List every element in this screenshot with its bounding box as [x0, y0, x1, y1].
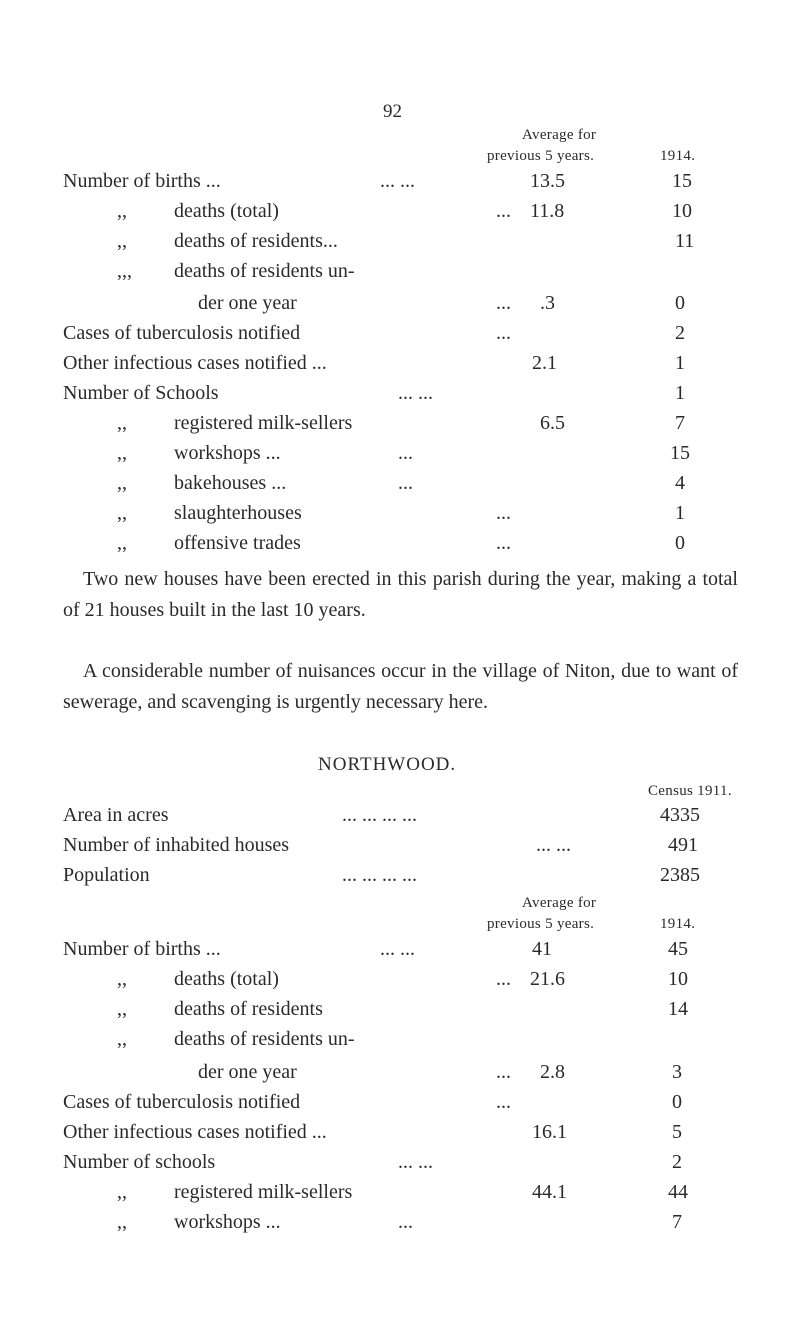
- row-ditto: ,,,: [117, 260, 132, 282]
- row-1914: 2: [672, 1151, 682, 1173]
- row-value: 491: [668, 834, 698, 856]
- row-ditto: ,,: [117, 532, 127, 554]
- northwood-header-year: 1914.: [660, 916, 696, 932]
- row-dots: ...: [398, 1211, 413, 1233]
- table-row: [0, 352, 800, 382]
- row-1914: 1: [675, 502, 685, 524]
- row-1914: 44: [668, 1181, 688, 1203]
- row-label: deaths (total): [174, 200, 279, 222]
- row-dots: ...: [496, 532, 511, 554]
- table-row: [0, 260, 800, 290]
- row-label: der one year: [198, 1061, 297, 1083]
- row-label: Area in acres: [63, 804, 169, 826]
- row-label: deaths of residents: [174, 998, 323, 1020]
- row-1914: 1: [675, 352, 685, 374]
- table-row: [0, 998, 800, 1028]
- row-1914: 0: [672, 1091, 682, 1113]
- row-avg: 16.1: [532, 1121, 567, 1143]
- row-avg: 13.5: [530, 170, 565, 192]
- table-row: [0, 804, 800, 834]
- table-row: [0, 1028, 800, 1058]
- row-dots: ... ...: [380, 170, 415, 192]
- row-1914: 14: [668, 998, 688, 1020]
- row-ditto: ,,: [117, 502, 127, 524]
- niton-header-average: Average for: [522, 127, 597, 143]
- row-label: deaths of residents...: [174, 230, 338, 252]
- table-row: [0, 1151, 800, 1181]
- table-row: [0, 1091, 800, 1121]
- northwood-header-previous: previous 5 years.: [487, 916, 595, 932]
- row-label: slaughterhouses: [174, 502, 302, 524]
- row-label: Number of inhabited houses: [63, 834, 290, 856]
- paragraph: A considerable number of nuisances occur in the village of Niton, due to want of sewerage, and scavenging is urgently necessary here.: [63, 660, 738, 713]
- row-ditto: ,,: [117, 998, 127, 1020]
- row-dots: ... ...: [398, 1151, 433, 1173]
- row-label: offensive trades: [174, 532, 301, 554]
- row-label: deaths of residents un-: [174, 260, 355, 282]
- row-ditto: ,,: [117, 1211, 127, 1233]
- row-ditto: ,,: [117, 1181, 127, 1203]
- row-ditto: ,,: [117, 230, 127, 252]
- row-label: Number of births ...: [63, 938, 221, 960]
- row-label: workshops ...: [174, 442, 281, 464]
- row-1914: 45: [668, 938, 688, 960]
- table-row: [0, 1061, 800, 1091]
- row-avg: 2.1: [532, 352, 557, 374]
- row-label: registered milk-sellers: [174, 1181, 353, 1203]
- row-label: Other infectious cases notified ...: [63, 1121, 327, 1143]
- row-dots: ...: [398, 442, 413, 464]
- row-avg: 41: [532, 938, 552, 960]
- row-dots: ... ... ... ...: [342, 864, 417, 886]
- row-1914: 15: [670, 442, 690, 464]
- row-1914: 7: [672, 1211, 682, 1233]
- northwood-header-average: Average for: [522, 895, 597, 911]
- table-row: [0, 200, 800, 230]
- row-1914: 0: [675, 292, 685, 314]
- row-ditto: ,,: [117, 412, 127, 434]
- table-row: [0, 1121, 800, 1151]
- table-row: [0, 938, 800, 968]
- row-ditto: ,,: [117, 1028, 127, 1050]
- table-row: [0, 864, 800, 894]
- row-dots: ... ... ... ...: [342, 804, 417, 826]
- row-ditto: ,,: [117, 472, 127, 494]
- row-1914: 4: [675, 472, 685, 494]
- row-label: Cases of tuberculosis notified: [63, 1091, 301, 1113]
- niton-header-year: 1914.: [660, 148, 696, 164]
- row-dots: ... ...: [380, 938, 415, 960]
- niton-header-previous: previous 5 years.: [487, 148, 595, 164]
- table-row: [0, 472, 800, 502]
- row-1914: 2: [675, 322, 685, 344]
- row-1914: 7: [675, 412, 685, 434]
- row-1914: 11: [675, 230, 695, 252]
- row-label: deaths of residents un-: [174, 1028, 355, 1050]
- row-ditto: ,,: [117, 200, 127, 222]
- page-number: 92: [383, 101, 402, 122]
- table-row: [0, 230, 800, 260]
- table-row: [0, 292, 800, 322]
- row-dots: ...: [496, 200, 511, 222]
- row-label: deaths (total): [174, 968, 279, 990]
- table-row: [0, 834, 800, 864]
- census-header: Census 1911.: [648, 783, 732, 799]
- table-row: [0, 1211, 800, 1241]
- row-1914: 1: [675, 382, 685, 404]
- row-label: Number of births ...: [63, 170, 221, 192]
- row-avg: 11.8: [530, 200, 565, 222]
- section-title: NORTHWOOD.: [318, 754, 457, 775]
- row-avg: 6.5: [540, 412, 565, 434]
- row-dots: ...: [496, 1061, 511, 1083]
- row-label: Cases of tuberculosis notified: [63, 322, 301, 344]
- row-avg: 44.1: [532, 1181, 567, 1203]
- row-ditto: ,,: [117, 442, 127, 464]
- table-row: [0, 170, 800, 200]
- row-ditto: ,,: [117, 968, 127, 990]
- row-label: registered milk-sellers: [174, 412, 353, 434]
- row-1914: 10: [668, 968, 688, 990]
- row-label: workshops ...: [174, 1211, 281, 1233]
- row-dots: ...: [496, 502, 511, 524]
- row-label: Number of schools: [63, 1151, 216, 1173]
- row-value: 4335: [660, 804, 700, 826]
- row-label: Number of Schools: [63, 382, 219, 404]
- row-1914: 15: [672, 170, 692, 192]
- row-label: bakehouses ...: [174, 472, 287, 494]
- table-row: [0, 1181, 800, 1211]
- row-dots: ...: [496, 322, 511, 344]
- paragraph: Two new houses have been erected in this parish during the year, making a total of 21 houses built in the last 10 years.: [63, 568, 738, 621]
- row-dots: ... ...: [398, 382, 433, 404]
- row-dots: ... ...: [536, 834, 571, 856]
- table-row: [0, 968, 800, 998]
- row-label: der one year: [198, 292, 297, 314]
- row-value: 2385: [660, 864, 700, 886]
- row-avg: 21.6: [530, 968, 565, 990]
- table-row: [0, 502, 800, 532]
- table-row: [0, 442, 800, 472]
- row-dots: ...: [496, 292, 511, 314]
- row-label: Population: [63, 864, 150, 886]
- row-1914: 10: [672, 200, 692, 222]
- row-dots: ...: [496, 968, 511, 990]
- row-1914: 0: [675, 532, 685, 554]
- row-dots: ...: [398, 472, 413, 494]
- row-avg: .3: [540, 292, 555, 314]
- niton-notes: [63, 564, 738, 626]
- table-row: [0, 382, 800, 412]
- table-row: [0, 532, 800, 562]
- row-1914: 5: [672, 1121, 682, 1143]
- niton-notes-2: [63, 656, 738, 718]
- row-dots: ...: [496, 1091, 511, 1113]
- row-label: Other infectious cases notified ...: [63, 352, 327, 374]
- row-avg: 2.8: [540, 1061, 565, 1083]
- table-row: [0, 412, 800, 442]
- row-1914: 3: [672, 1061, 682, 1083]
- table-row: [0, 322, 800, 352]
